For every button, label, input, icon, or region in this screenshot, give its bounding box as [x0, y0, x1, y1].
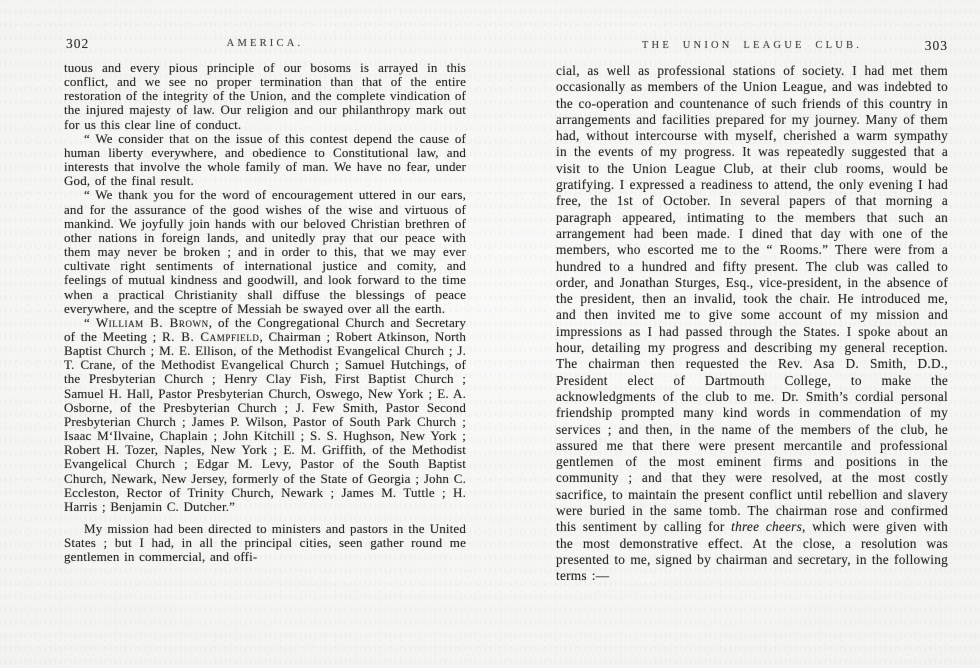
paragraph: My mission had been directed to ministers and pastors in the United States ; but I had, in all the principal cities, seen gather round me gentlemen in commercial, and offi-	[64, 521, 466, 565]
right-running-head: THE UNION LEAGUE CLUB.	[641, 40, 863, 51]
paragraph: “ William B. Brown, of the Congregational Church and Secretary of the Meeting ; R. B. Campfield, Chairman ; Robert Atkinson, North Baptist Church ; M. E. Ellison, of the Methodist Evangelical Church ; J. T. Crane, of the Methodist Evangelical Church ; Samuel Hutchings, of the Presbyterian Church ; Henry Clay Fish, First Baptist Church ; Samuel H. Hall, Pastor Presbyterian Church, Oswego, New York ; E. A. Osborne, of the Presbyterian Church ; J. Few Smith, Pastor Second Presbyterian Church ; James P. Wilson, Pastor of South Park Church ; Isaac M‘Ilvaine, Chaplain ; John Kitchill ; S. S. Hughson, New York ; Robert H. Tozer, Naples, New York ; E. M. Griffith, of the Methodist Evangelical Church ; Edgar M. Levy, Pastor of the South Baptist Church, Newark, New Jersey, formerly of the State of Georgia ; John C. Eccleston, Rector of Trinity Church, Newark ; James M. Tuttle ; H. Harris ; Benjamin C. Dutcher.”	[64, 314, 467, 514]
left-page-header	[64, 36, 466, 52]
paragraph: “ We thank you for the word of encouragement uttered in our ears, and for the assurance of the good wishes of the wise and virtuous of mankind. We joyfully join hands with our beloved Christian brethren of other nations in foreign lands, and unitedly pray that our peace with them may never be broken ; and in order to this, that we may ever cultivate right sentiments of international justice and comity, and feelings of mutual kindness and goodwill, and look forward to the time when a practical Christianity shall diffuse the blessings of peace everywhere, and the sceptre of Messiah be swayed over all the earth.	[64, 187, 466, 316]
left-page-number: 302	[66, 36, 90, 51]
right-page	[556, 0, 948, 585]
paragraph: tuous and every pious principle of our bosoms is arrayed in this conflict, and we see no proper termination than that of the entire restoration of the integrity of the Union, and the complete vindication of the injured majesty of law. Our religion and our philanthropy mark out for us this clear line of conduct.	[64, 60, 466, 132]
right-page-body	[556, 63, 948, 585]
paragraph: cial, as well as professional stations of society. I had met them occasionally as members of the Union League, and was indebted to the co-operation and countenance of such friends of this country in arrangements and facilities prepared for my journey. Many of them had, without intercourse with myself, cherished a warm sympathy in the events of my progress. It was repeatedly suggested that a visit to the Union League Club, at their club rooms, would be gratifying. I expressed a readiness to attend, the only evening I had free, the 1st of October. In several papers of that morning a paragraph appeared, intimating to the members that such an arrangement had been made. I dined that day with one of the members, who escorted me to the “ Rooms.” There were from a hundred to a hundred and fifty present. The club was called to order, and Jonathan Sturges, Esq., vice-president, in the absence of the president, then an invalid, took the chair. He introduced me, and then invited me to give some account of my mission and impressions as I had passed through the States. I spoke about an hour, detailing my progress and describing my general reception. The chairman then requested the Rev. Asa D. Smith, D.D., President elect of Dartmouth College, to make the acknowledgments of the club to me. Dr. Smith’s cordial personal friendship prompted many kind words in commendation of my services ; and then, in the name of the members of the club, he assured me that there were present mercantile and professional gentlemen of the most eminent firms and positions in the community ; and that they were resolved, at the most costly sacrifice, to maintain the present conflict until rebellion and slavery were buried in the same tomb. The chairman rose and confirmed this sentiment by calling for three cheers, which were given with the most demonstrative effect. At the close, a resolution was presented to me, signed by chairman and secretary, in the following terms :—	[556, 63, 949, 584]
left-page-body	[64, 61, 466, 564]
paragraph: “ We consider that on the issue of this contest depend the cause of human liberty everywhere, and obedience to Constitutional law, and interests that involve the whole family of man. We have no fear, under God, of the final result.	[64, 130, 466, 189]
right-page-number: 303	[924, 38, 948, 53]
left-running-head: AMERICA.	[226, 38, 304, 49]
right-page-header	[556, 38, 948, 54]
left-page	[64, 0, 466, 564]
